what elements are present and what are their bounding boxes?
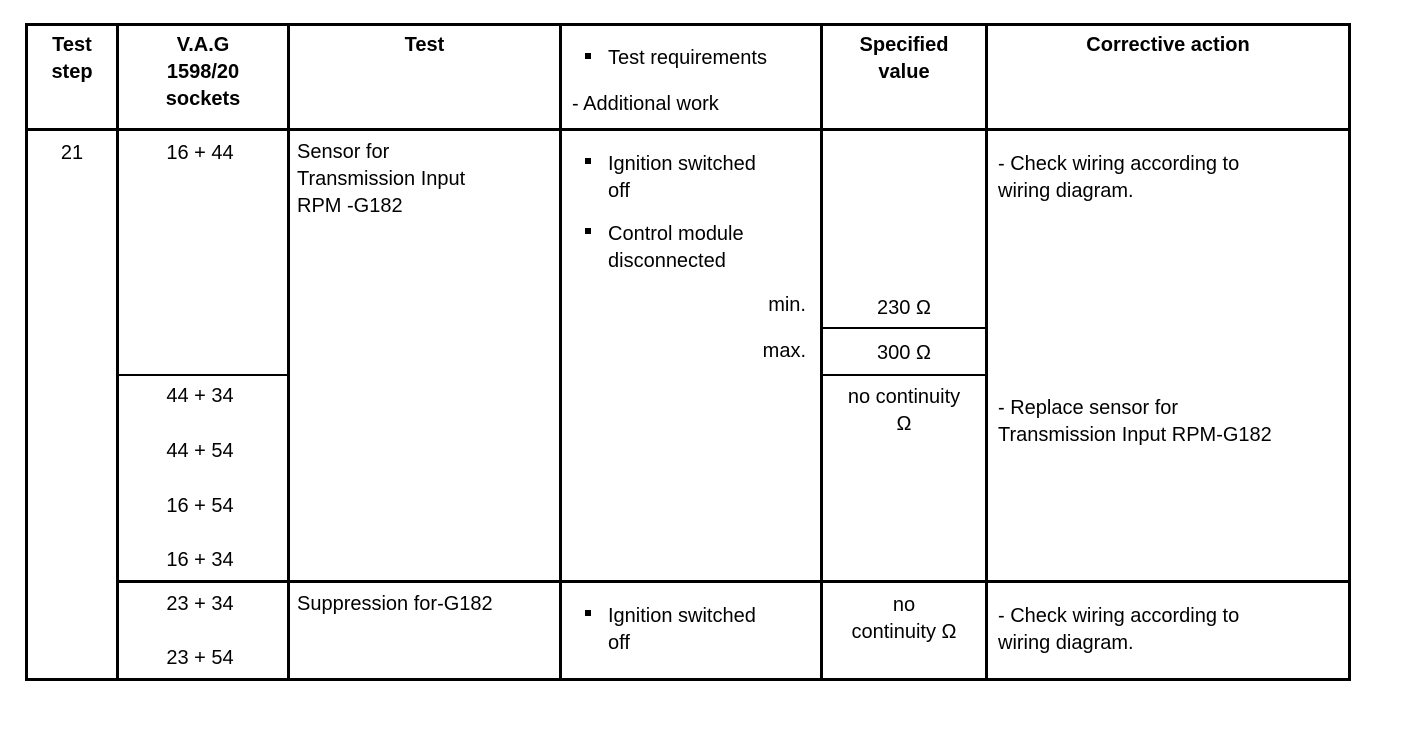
- socket-pair: 23 + 34: [166, 593, 234, 615]
- socket-pair: 16 + 34: [166, 549, 234, 571]
- requirement-item: Ignition switched off: [608, 605, 756, 654]
- header-vag-sockets: V.A.G 1598/20 sockets: [165, 34, 241, 110]
- test-description: Sensor for Transmission Input RPM -G182: [297, 141, 466, 217]
- bullet-icon: [585, 610, 591, 616]
- table-border-top: [25, 23, 1351, 26]
- table-header-divider: [25, 128, 1351, 131]
- min-value: 230 Ω: [877, 297, 931, 319]
- column-divider: [985, 23, 988, 681]
- subrow-divider: [117, 374, 289, 376]
- header-test: Test: [404, 34, 445, 56]
- max-value: 300 Ω: [877, 342, 931, 364]
- column-divider: [116, 23, 119, 681]
- value-divider: [821, 327, 987, 329]
- table-border-right: [1348, 23, 1351, 681]
- specified-value: no continuity Ω: [847, 386, 961, 435]
- header-specified-value: Specified value: [859, 34, 949, 83]
- bullet-icon: [585, 53, 591, 59]
- socket-pair: 23 + 54: [166, 647, 234, 669]
- socket-pair: 44 + 54: [166, 440, 234, 462]
- header-test-step: Test step: [51, 34, 93, 83]
- row-divider: [117, 580, 1351, 583]
- column-divider: [287, 23, 290, 681]
- min-label: min.: [768, 294, 806, 316]
- max-label: max.: [762, 340, 806, 362]
- socket-pair: 16 + 44: [166, 142, 234, 164]
- table-border-bottom: [25, 678, 1351, 681]
- table-border-left: [25, 23, 28, 681]
- requirement-item: Ignition switched off: [608, 153, 756, 202]
- subrow-divider: [821, 374, 987, 376]
- requirement-item: Control module disconnected: [608, 223, 744, 272]
- corrective-action: - Check wiring according to wiring diagram.: [998, 605, 1240, 654]
- socket-pair: 44 + 34: [166, 385, 234, 407]
- corrective-action: - Check wiring according to wiring diagram.: [998, 153, 1240, 202]
- socket-pair: 16 + 54: [166, 495, 234, 517]
- column-divider: [559, 23, 562, 681]
- test-description: Suppression for-G182: [297, 593, 493, 615]
- bullet-icon: [585, 228, 591, 234]
- test-step-number: 21: [60, 142, 84, 164]
- header-corrective-action: Corrective action: [1086, 34, 1250, 56]
- header-test-requirements: Test requirements: [608, 47, 767, 69]
- specified-value: no continuity Ω: [851, 594, 957, 643]
- bullet-icon: [585, 158, 591, 164]
- corrective-action: - Replace sensor for Transmission Input RPM-G182: [998, 397, 1272, 446]
- header-additional-work: - Additional work: [572, 93, 719, 115]
